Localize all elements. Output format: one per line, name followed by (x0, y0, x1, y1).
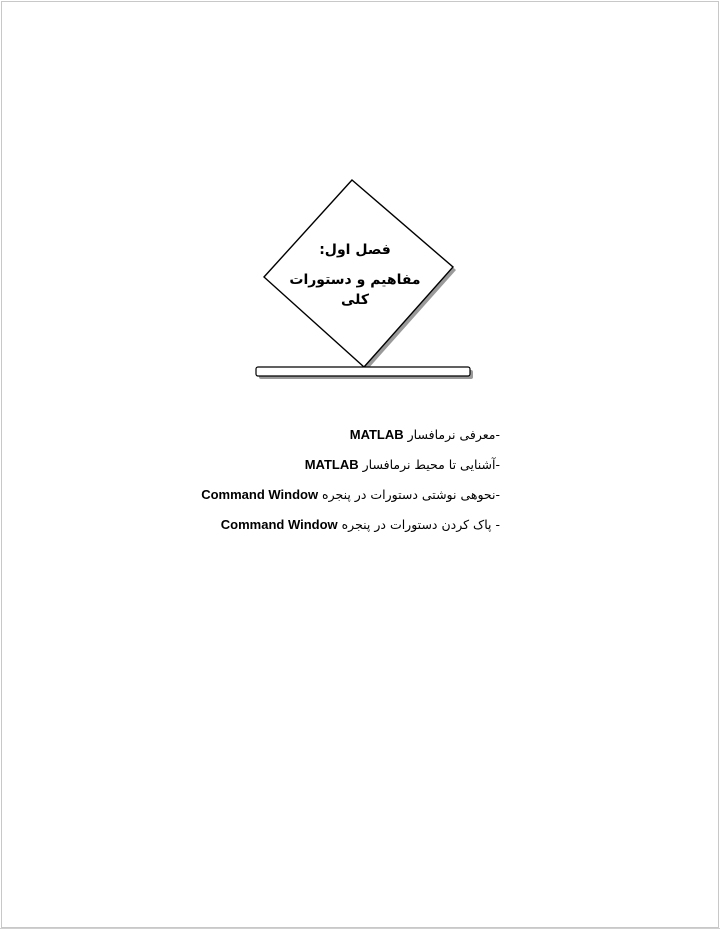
topic-list (80, 420, 500, 540)
chapter-title: فصل اول: (319, 242, 391, 258)
base-bar (256, 367, 470, 376)
topic-item: -نحوهی نوشتی دستورات در پنجره Command Window (201, 487, 500, 502)
chapter-subtitle: مفاهیم و دستورات کلی (289, 272, 421, 308)
topic-item: -معرفی نرمافسار MATLAB (349, 427, 500, 442)
topic-item: -آشنایی تا محیط نرمافسار MATLAB (304, 457, 500, 472)
chapter-heading (280, 240, 430, 310)
topic-item: - پاک کردن دستورات در پنجره Command Window (220, 517, 500, 532)
page-bottom-divider (0, 928, 720, 929)
